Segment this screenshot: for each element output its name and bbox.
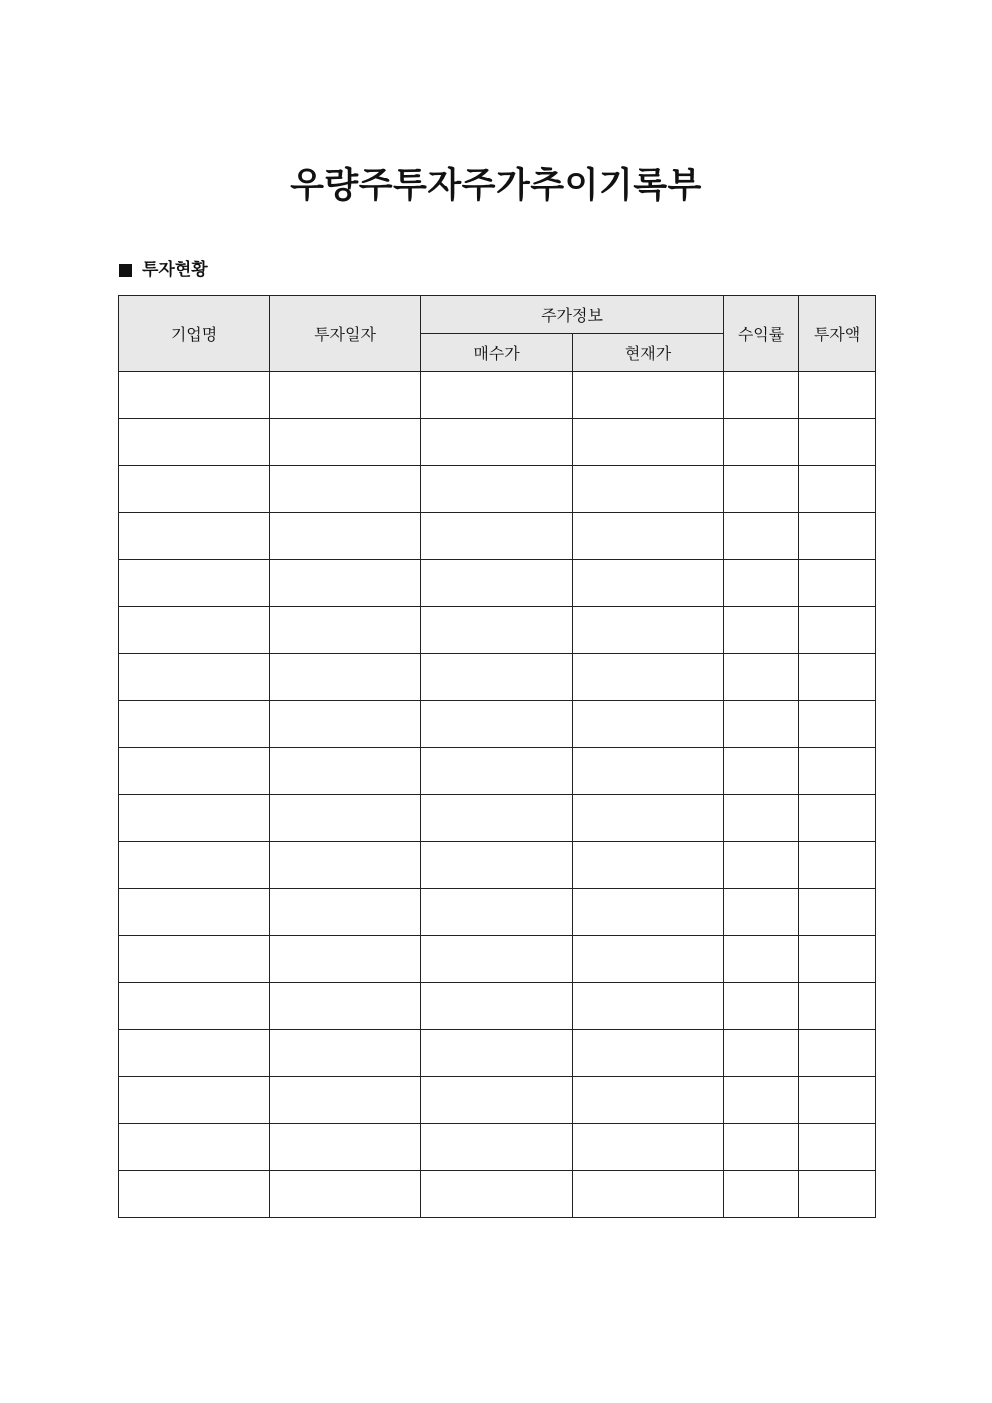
cell-return-rate[interactable] [724, 513, 799, 560]
cell-invest-date[interactable] [270, 560, 421, 607]
cell-invest-amount[interactable] [799, 842, 876, 889]
table-row [119, 889, 876, 936]
cell-current-price[interactable] [573, 1030, 724, 1077]
cell-invest-amount[interactable] [799, 1124, 876, 1171]
cell-invest-date[interactable] [270, 1030, 421, 1077]
cell-invest-date[interactable] [270, 466, 421, 513]
investment-table [118, 295, 876, 1218]
cell-current-price[interactable] [573, 748, 724, 795]
cell-current-price[interactable] [573, 1171, 724, 1218]
cell-return-rate[interactable] [724, 466, 799, 513]
cell-current-price[interactable] [573, 1124, 724, 1171]
cell-return-rate[interactable] [724, 654, 799, 701]
table-row [119, 372, 876, 419]
cell-buy-price[interactable] [421, 513, 573, 560]
table-row [119, 1030, 876, 1077]
cell-return-rate[interactable] [724, 936, 799, 983]
cell-company[interactable] [119, 842, 270, 889]
cell-current-price[interactable] [573, 466, 724, 513]
cell-invest-amount[interactable] [799, 419, 876, 466]
cell-invest-date[interactable] [270, 795, 421, 842]
cell-invest-date[interactable] [270, 936, 421, 983]
cell-invest-amount[interactable] [799, 513, 876, 560]
cell-return-rate[interactable] [724, 419, 799, 466]
cell-invest-amount[interactable] [799, 748, 876, 795]
cell-buy-price[interactable] [421, 1124, 573, 1171]
cell-current-price[interactable] [573, 513, 724, 560]
cell-company[interactable] [119, 1171, 270, 1218]
cell-invest-date[interactable] [270, 889, 421, 936]
cell-buy-price[interactable] [421, 560, 573, 607]
cell-return-rate[interactable] [724, 983, 799, 1030]
cell-invest-date[interactable] [270, 1124, 421, 1171]
cell-buy-price[interactable] [421, 372, 573, 419]
cell-current-price[interactable] [573, 936, 724, 983]
cell-current-price[interactable] [573, 795, 724, 842]
cell-current-price[interactable] [573, 983, 724, 1030]
cell-return-rate[interactable] [724, 795, 799, 842]
cell-return-rate[interactable] [724, 842, 799, 889]
cell-company[interactable] [119, 795, 270, 842]
cell-return-rate[interactable] [724, 1077, 799, 1124]
cell-return-rate[interactable] [724, 372, 799, 419]
cell-return-rate[interactable] [724, 701, 799, 748]
cell-buy-price[interactable] [421, 466, 573, 513]
cell-current-price[interactable] [573, 701, 724, 748]
cell-invest-date[interactable] [270, 513, 421, 560]
cell-return-rate[interactable] [724, 1171, 799, 1218]
page-title: 우량주투자주가추이기록부 [290, 166, 702, 206]
cell-buy-price[interactable] [421, 748, 573, 795]
cell-return-rate[interactable] [724, 748, 799, 795]
cell-buy-price[interactable] [421, 795, 573, 842]
cell-company[interactable] [119, 983, 270, 1030]
cell-invest-date[interactable] [270, 607, 421, 654]
cell-return-rate[interactable] [724, 560, 799, 607]
cell-current-price[interactable] [573, 1077, 724, 1124]
cell-invest-date[interactable] [270, 842, 421, 889]
header-company: 기업명 [119, 296, 270, 372]
cell-invest-amount[interactable] [799, 889, 876, 936]
table-row [119, 560, 876, 607]
cell-invest-date[interactable] [270, 419, 421, 466]
cell-invest-amount[interactable] [799, 560, 876, 607]
table-row [119, 1171, 876, 1218]
cell-invest-amount[interactable] [799, 654, 876, 701]
header-return-rate: 수익률 [724, 296, 799, 372]
square-bullet-icon [119, 264, 132, 277]
header-invest-amount: 투자액 [799, 296, 876, 372]
section-heading-label: 투자현황 [142, 260, 208, 280]
table-row [119, 936, 876, 983]
cell-invest-amount[interactable] [799, 372, 876, 419]
cell-current-price[interactable] [573, 607, 724, 654]
cell-buy-price[interactable] [421, 654, 573, 701]
cell-invest-amount[interactable] [799, 701, 876, 748]
cell-current-price[interactable] [573, 889, 724, 936]
table-row [119, 983, 876, 1030]
table-row [119, 607, 876, 654]
cell-company[interactable] [119, 1124, 270, 1171]
header-buy-price: 매수가 [421, 334, 573, 372]
cell-invest-amount[interactable] [799, 936, 876, 983]
table-row [119, 701, 876, 748]
cell-invest-amount[interactable] [799, 466, 876, 513]
cell-invest-date[interactable] [270, 1171, 421, 1218]
section-heading [119, 256, 208, 284]
table-row [119, 419, 876, 466]
cell-current-price[interactable] [573, 372, 724, 419]
cell-invest-amount[interactable] [799, 795, 876, 842]
cell-buy-price[interactable] [421, 1077, 573, 1124]
cell-company[interactable] [119, 1030, 270, 1077]
cell-invest-amount[interactable] [799, 1171, 876, 1218]
cell-invest-date[interactable] [270, 654, 421, 701]
cell-company[interactable] [119, 419, 270, 466]
cell-company[interactable] [119, 936, 270, 983]
cell-current-price[interactable] [573, 419, 724, 466]
cell-buy-price[interactable] [421, 936, 573, 983]
cell-company[interactable] [119, 372, 270, 419]
table-row [119, 795, 876, 842]
cell-buy-price[interactable] [421, 983, 573, 1030]
cell-current-price[interactable] [573, 842, 724, 889]
cell-company[interactable] [119, 654, 270, 701]
table-row [119, 466, 876, 513]
cell-buy-price[interactable] [421, 1030, 573, 1077]
table-row [119, 1077, 876, 1124]
cell-company[interactable] [119, 607, 270, 654]
cell-company[interactable] [119, 560, 270, 607]
cell-return-rate[interactable] [724, 1124, 799, 1171]
cell-company[interactable] [119, 889, 270, 936]
cell-invest-amount[interactable] [799, 1077, 876, 1124]
table-row [119, 748, 876, 795]
cell-return-rate[interactable] [724, 1030, 799, 1077]
cell-current-price[interactable] [573, 654, 724, 701]
cell-invest-amount[interactable] [799, 1030, 876, 1077]
cell-buy-price[interactable] [421, 842, 573, 889]
table-row [119, 654, 876, 701]
cell-current-price[interactable] [573, 560, 724, 607]
table-row [119, 842, 876, 889]
table-row [119, 1124, 876, 1171]
header-invest-date: 투자일자 [270, 296, 421, 372]
cell-invest-date[interactable] [270, 1077, 421, 1124]
cell-buy-price[interactable] [421, 1171, 573, 1218]
cell-invest-amount[interactable] [799, 983, 876, 1030]
cell-return-rate[interactable] [724, 889, 799, 936]
cell-buy-price[interactable] [421, 419, 573, 466]
cell-invest-date[interactable] [270, 983, 421, 1030]
header-current-price: 현재가 [573, 334, 724, 372]
cell-company[interactable] [119, 1077, 270, 1124]
cell-buy-price[interactable] [421, 607, 573, 654]
cell-company[interactable] [119, 466, 270, 513]
header-stock-info: 주가정보 [421, 296, 724, 334]
cell-company[interactable] [119, 701, 270, 748]
cell-buy-price[interactable] [421, 701, 573, 748]
cell-invest-date[interactable] [270, 701, 421, 748]
cell-return-rate[interactable] [724, 607, 799, 654]
table-row [119, 513, 876, 560]
cell-company[interactable] [119, 748, 270, 795]
cell-invest-amount[interactable] [799, 607, 876, 654]
cell-buy-price[interactable] [421, 889, 573, 936]
cell-company[interactable] [119, 513, 270, 560]
cell-invest-date[interactable] [270, 748, 421, 795]
cell-invest-date[interactable] [270, 372, 421, 419]
